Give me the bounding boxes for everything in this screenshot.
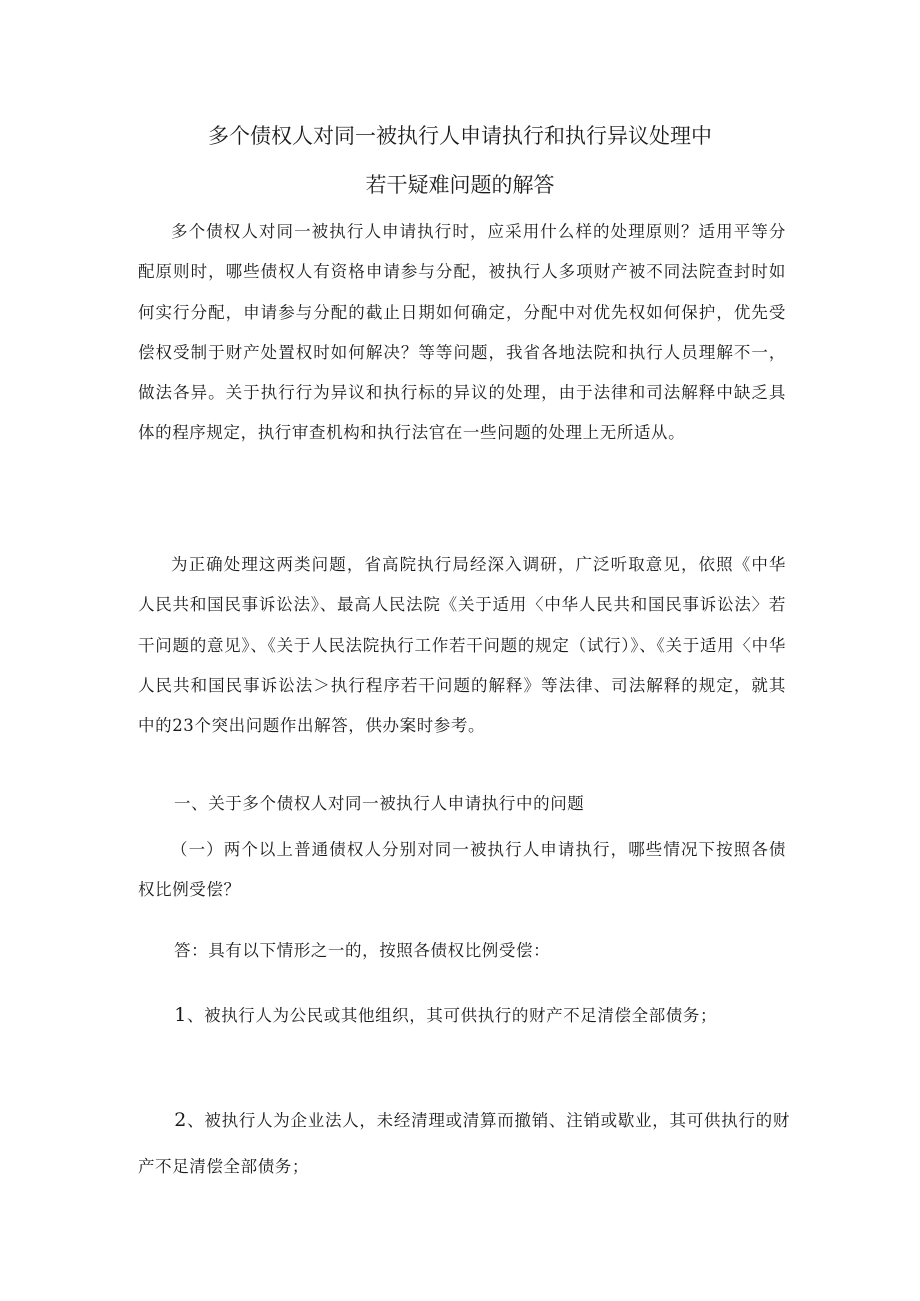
list-item	[138, 1097, 790, 1190]
basis-paragraph: 为正确处理这两类问题，省高院执行局经深入调研，广泛听取意见，依照《中华人民共和国民事诉讼法》、最高人民法院《关于适用〈中华人民共和国民事诉讼法〉若干问题的意见》、《关于人民法院执行工作若干问题的规定（试行）》、《关于适用〈中华人民共和国民事诉讼法＞执行程序若干问题的解释》等法律、司法解释的规定，就其中的23个突出问题作出解答，供办案时参考。	[138, 555, 786, 736]
document-title-line-2: 若干疑难问题的解答	[365, 173, 555, 197]
question-paragraph: （一）两个以上普通债权人分别对同一被执行人申请执行，哪些情况下按照各债权比例受偿？	[138, 840, 786, 900]
section-heading: 一、关于多个债权人对同一被执行人申请执行中的问题	[174, 794, 585, 813]
intro-paragraph: 多个债权人对同一被执行人申请执行时，应采用什么样的处理原则？适用平等分配原则时，哪些债权人有资格申请参与分配，被执行人多项财产被不同法院查封时如何实行分配，申请参与分配的截止日期如何确定，分配中对优先权如何保护，优先受偿权受制于财产处置权时如何解决？等等问题，我省各地法院和执行人员理解不一，做法各异。关于执行行为异议和执行标的异议的处理，由于法律和司法解释中缺乏具体的程序规定，执行审查机构和执行法官在一些问题的处理上无所适从。	[138, 222, 786, 443]
list-item-number: 2	[174, 1109, 187, 1131]
answer-intro: 答：具有以下情形之一的，按照各债权比例受偿：	[174, 941, 551, 960]
list-item-text: 、被执行人为企业法人，未经清理或清算而撤销、注销或歇业，其可供执行的财产不足清偿全部债务；	[138, 1111, 790, 1176]
list-item	[138, 984, 790, 1047]
list-item-number: 1	[174, 1004, 187, 1026]
document-title-line-1: 多个债权人对同一被执行人申请执行和执行异议处理中	[208, 124, 712, 148]
list-item-text: 、被执行人为公民或其他组织，其可供执行的财产不足清偿全部债务；	[187, 1006, 718, 1025]
